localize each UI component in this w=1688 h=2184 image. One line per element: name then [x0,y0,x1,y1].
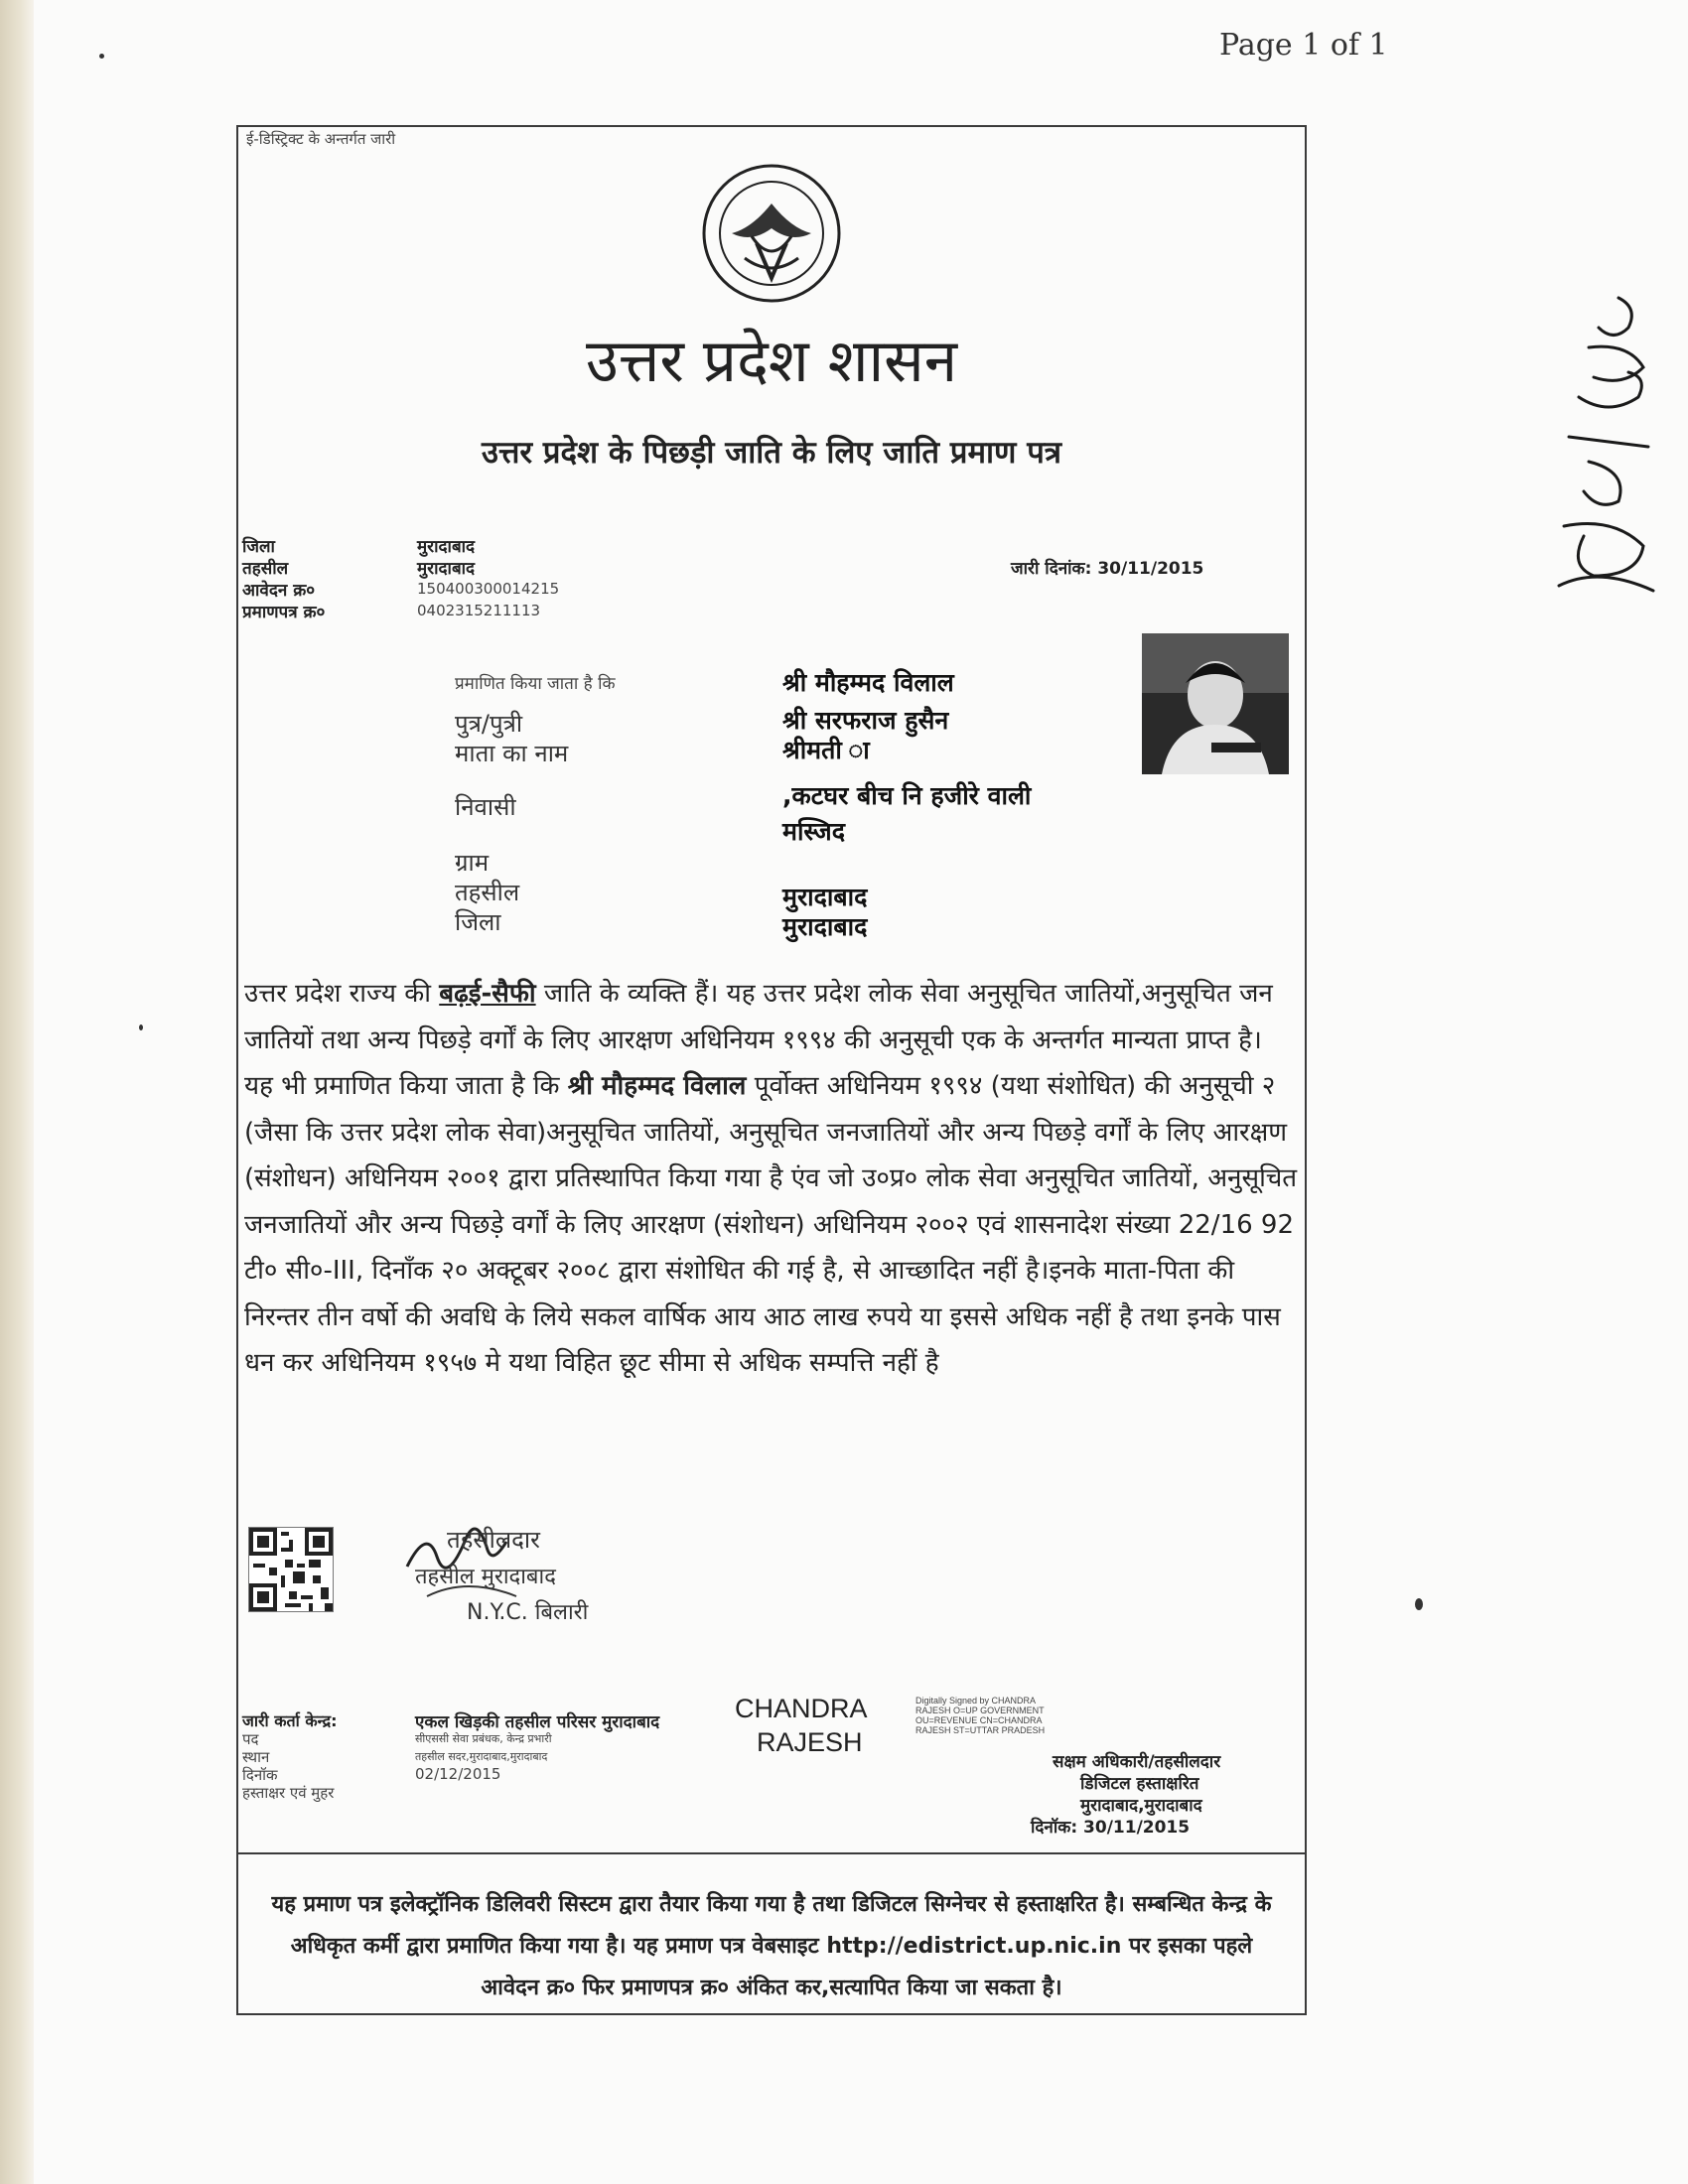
tehsil-label: तहसील [455,879,520,906]
tehsil-value: मुरादाबाद [782,883,868,911]
authority-digital-signed: डिजिटल हस्ताक्षरित [1080,1774,1199,1794]
district-value: मुरादाबाद [782,912,868,941]
digital-signature [735,1694,1053,1773]
issue-date-value: 30/11/2015 [1097,559,1204,579]
mother-name: श्रीमती ा [782,736,870,764]
mother-label: माता का नाम [455,740,569,767]
scan-speck [139,1024,143,1030]
village-label: ग्राम [455,849,490,877]
certificate-subtitle: उत्तर प्रदेश के पिछड़ी जाति के लिए जाति प्रमाण पत्र [482,435,1061,471]
meta-value-tehsil: मुरादाबाद [417,559,476,579]
para2-applicant-name: श्री मौहम्मद विलाल [567,1071,747,1101]
digital-signature-name-line2: RAJESH [757,1727,863,1757]
header-note: ई-डिस्ट्रिक्ट के अन्तर्गत जारी [246,130,396,148]
certificate-body [244,971,1303,1387]
para2-end: पूर्वोक्त अधिनियम १९९४ (यथा संशोधित) की अनुसूची २ (जैसा कि उत्तर प्रदेश लोक सेवा)अनुसूचित जातियों, अनुसूचित जनजातियों और अन्य पिछड़े वर्गों के लिए आरक्षण (संशोधन) अधिनियम २००१ द्वारा प्रतिस्थापित किया गया है एंव जो उ०प्र० लोक सेवा अनुसूचित जातियों, अनुसूचित जनजातियों और अन्य पिछड़े वर्गों के लिए आरक्षण (संशोधन) अधिनियम २००२ एवं शासनादेश संख्या 22/16 92 टी० सी०-III, दिनाँक २० अक्टूबर २००८ द्वारा संशोधित की गई है, से आच्छादित नहीं है।इनके माता-पिता की निरन्तर तीन वर्षो की अवधि के लिये सकल वार्षिक आय आठ लाख रुपये या इससे अधिक नहीं है तथा इनके पास धन कर अधिनियम १९५७ मे यथा विहित छूट सीमा से अधिक सम्पत्ति नहीं है [244,1071,1298,1378]
father-label: पुत्र/पुत्री [455,710,523,738]
issuer-center: एकल खिड़की तहसील परिसर मुरादाबाद [415,1712,660,1732]
page-number: Page 1 of 1 [1219,28,1388,63]
para1-end: जाति के व्यक्ति हैं। यह उत्तर प्रदेश लोक सेवा अनुसूचित जातियों,अनुसूचित जन जातियों तथा अन्य पिछड़े वर्गों के लिए आरक्षण अधिनियम १९९४ की अनुसूची एक के अन्तर्गत मान्यता प्राप्त है। [244,979,1273,1055]
issuer-label-post: पद [242,1730,259,1748]
meta-label-tehsil: तहसील [242,559,289,579]
issuer-post: सीएससी सेवा प्रबंधक, केन्द्र प्रभारी [415,1732,552,1745]
caste-certificate [236,125,1307,2015]
father-name: श्री सरफराज हुसैन [782,706,949,735]
caste-name: बढ़ई-सैफी [439,979,536,1009]
qr-code [248,1527,334,1612]
authority-location: मुरादाबाद,मुरादाबाद [1080,1796,1202,1816]
issue-date-label: जारी दिनांक: [1011,559,1092,579]
authority-date-value: 30/11/2015 [1083,1818,1191,1838]
scan-paper-edge [0,0,34,2184]
applicant-photo [1142,633,1289,774]
certificate-title: उत्तर प्रदेश शासन [585,327,958,396]
meta-label-application-no: आवेदन क्र० [242,581,316,601]
digital-signature-details: Digitally Signed by CHANDRA RAJESH O=UP GOVERNMENT OU=REVENUE CN=CHANDRA RAJESH ST=UTTAR PRADESH [915,1696,1046,1735]
signature-line1: तहसीलदार [447,1526,540,1554]
signature-line3: N.Y.C. बिलारी [467,1600,589,1625]
meta-label-district: जिला [242,537,275,557]
issuer-label-signature: हस्ताक्षर एवं मुहर [242,1784,335,1802]
applicant-name: श्री मौहम्मद विलाल [782,668,954,697]
certificate-footer: यह प्रमाण पत्र इलेक्ट्रॉनिक डिलिवरी सिस्टम द्वारा तैयार किया गया है तथा डिजिटल सिग्नेचर से हस्ताक्षरित है। सम्बन्धित केन्द्र के अधिकृत कर्मी द्वारा प्रमाणित किया गया है। यह प्रमाण पत्र वेबसाइट http://edistrict.up.nic.in पर इसका पहले आवेदन क्र० फिर प्रमाणपत्र क्र० अंकित कर,सत्यापित किया जा सकता है। [271,1892,1272,2000]
scan-speck [99,54,104,59]
handwritten-signature [348,1507,645,1636]
authority-date [1031,1815,1190,1838]
attestation-intro: प्रमाणित किया जाता है कि [455,674,616,694]
issue-date [1011,556,1203,579]
footer-divider [238,1852,1305,1854]
resident-address-line2: मस्जिद [782,817,845,846]
signature-line2: तहसील मुरादाबाद [415,1565,556,1589]
meta-value-application-no: 150400300014215 [417,580,560,598]
authority-designation: सक्षम अधिकारी/तहसीलदार [1053,1752,1221,1772]
meta-value-district: मुरादाबाद [417,537,476,557]
issuer-label-place: स्थान [242,1748,270,1766]
up-government-emblem [697,159,846,308]
resident-address-line1: ,कटघर बीच नि हजीरे वाली [782,781,1032,810]
issuer-label-center: जारी कर्ता केन्द्र: [242,1711,338,1730]
meta-value-certificate-no: 0402315211113 [417,602,541,619]
digital-signature-name-line1: CHANDRA [735,1694,868,1723]
para1-start: उत्तर प्रदेश राज्य की [244,979,440,1009]
scan-speck [1415,1598,1423,1610]
district-label: जिला [455,908,501,936]
issuer-label-date: दिनॉक [242,1766,278,1784]
meta-label-certificate-no: प्रमाणपत्र क्र० [242,603,326,622]
issuer-place: तहसील सदर,मुरादाबाद,मुरादाबाद [415,1750,548,1763]
para2-start: यह भी प्रमाणित किया जाता है कि [244,1071,568,1101]
authority-date-label: दिनॉक: [1031,1818,1078,1838]
issuer-date: 02/12/2015 [415,1765,501,1783]
resident-label: निवासी [455,793,516,821]
handwritten-margin-note [1549,288,1668,615]
